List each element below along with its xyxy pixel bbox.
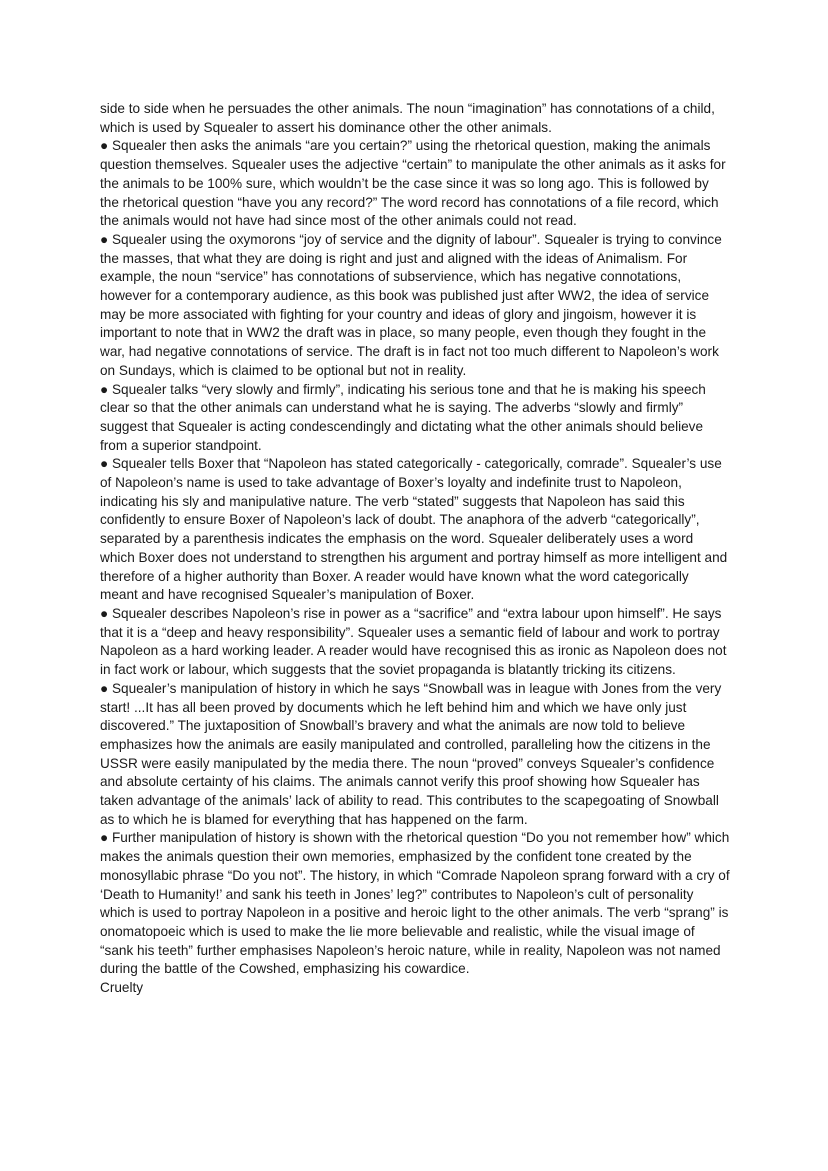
bullet-paragraph-oxymorons: ● Squealer using the oxymorons “joy of service and the dignity of labour”. Squealer is trying to convince the masses, that what they are doing is right and just and aligned with the ideas of Animalism. For example, the noun “service” has connotations of subservience, which has negative connotations, however for a contemporary audience, as this book was published just after WW2, the idea of service may be more associated with fighting for your country and ideas of glory and jingoism, however it is important to note that in WW2 the draft was in place, so many people, even though they fought in the war, had negative connotations of service. The draft is in fact not too much different to Napoleon’s work on Sundays, which is claimed to be optional but not in reality.: [100, 231, 722, 378]
paragraph-continuation: side to side when he persuades the other animals. The noun “imagination” has connotations of a child, which is used by Squealer to assert his dominance other the other animals.: [100, 101, 715, 135]
bullet-paragraph-categorically: ● Squealer tells Boxer that “Napoleon has stated categorically - categorically, comrade”. Squealer’s use of Napoleon’s name is used to take advantage of Boxer’s loyalty and indefinite trust to Napoleon, indicating his sly and manipulative nature. The verb “stated” suggests that Napoleon has said this confidently to ensure Boxer of Napoleon’s lack of doubt. The anaphora of the adverb “categorically”, separated by a parenthesis indicates the emphasis on the word. Squealer deliberately uses a word which Boxer does not understand to strengthen his argument and portray himself as more intelligent and therefore of a higher authority than Boxer. A reader would have known what the word categorically meant and have recognised Squealer’s manipulation of Boxer.: [100, 456, 728, 603]
bullet-paragraph-slowly-firmly: ● Squealer talks “very slowly and firmly”, indicating his serious tone and that he is making his speech clear so that the other animals can understand what he is saying. The adverbs “slowly and firmly” suggest that Squealer is acting condescendingly and dictating what the other animals should believe from a superior standpoint.: [100, 381, 706, 453]
bullet-paragraph-history: ● Squealer’s manipulation of history in which he says “Snowball was in league with Jones from the very start! ...It has all been proved by documents which he left behind him and which we have only just discovered.” The juxtaposition of Snowball’s bravery and what the animals are now told to believe emphasizes how the animals are easily manipulated and controlled, paralleling how the citizens in the USSR were easily manipulated by the media there. The noun “proved” conveys Squealer’s confidence and absolute certainty of his claims. The animals cannot verify this proof showing how Squealer has taken advantage of the animals’ lack of ability to read. This contributes to the scapegoating of Snowball as to which he is blamed for everything that has happened on the farm.: [100, 680, 722, 827]
document-page: [100, 100, 730, 998]
bullet-paragraph-further-history: ● Further manipulation of history is shown with the rhetorical question “Do you not remember how” which makes the animals question their own memories, emphasized by the confident tone created by the monosyllabic phrase “Do you not”. The history, in which “Comrade Napoleon sprang forward with a cry of ‘Death to Humanity!’ and sank his teeth in Jones’ leg?” contributes to Napoleon’s cult of personality which is used to portray Napoleon in a positive and heroic light to the other animals. The verb “sprang” is onomatopoeic which is used to make the lie more believable and realistic, while the visual image of “sank his teeth” further emphasises Napoleon’s heroic nature, while in reality, Napoleon was not named during the battle of the Cowshed, emphasizing his cowardice.: [100, 830, 730, 977]
section-heading: Cruelty: [100, 980, 144, 996]
bullet-paragraph-certain: ● Squealer then asks the animals “are you certain?” using the rhetorical question, making the animals question themselves. Squealer uses the adjective “certain” to manipulate the other animals as it asks for the animals to be 100% sure, which wouldn’t be the case since it was so long ago. This is followed by the rhetorical question “have you any record?” The word record has connotations of a file record, which the animals would not have had since most of the other animals could not read.: [100, 138, 726, 229]
bullet-paragraph-sacrifice: ● Squealer describes Napoleon’s rise in power as a “sacrifice” and “extra labour upon himself”. He says that it is a “deep and heavy responsibility”. Squealer uses a semantic field of labour and work to portray Napoleon as a hard working leader. A reader would have recognised this as ironic as Napoleon does not in fact work or labour, which suggests that the soviet propaganda is blatantly tricking its citizens.: [100, 605, 727, 678]
